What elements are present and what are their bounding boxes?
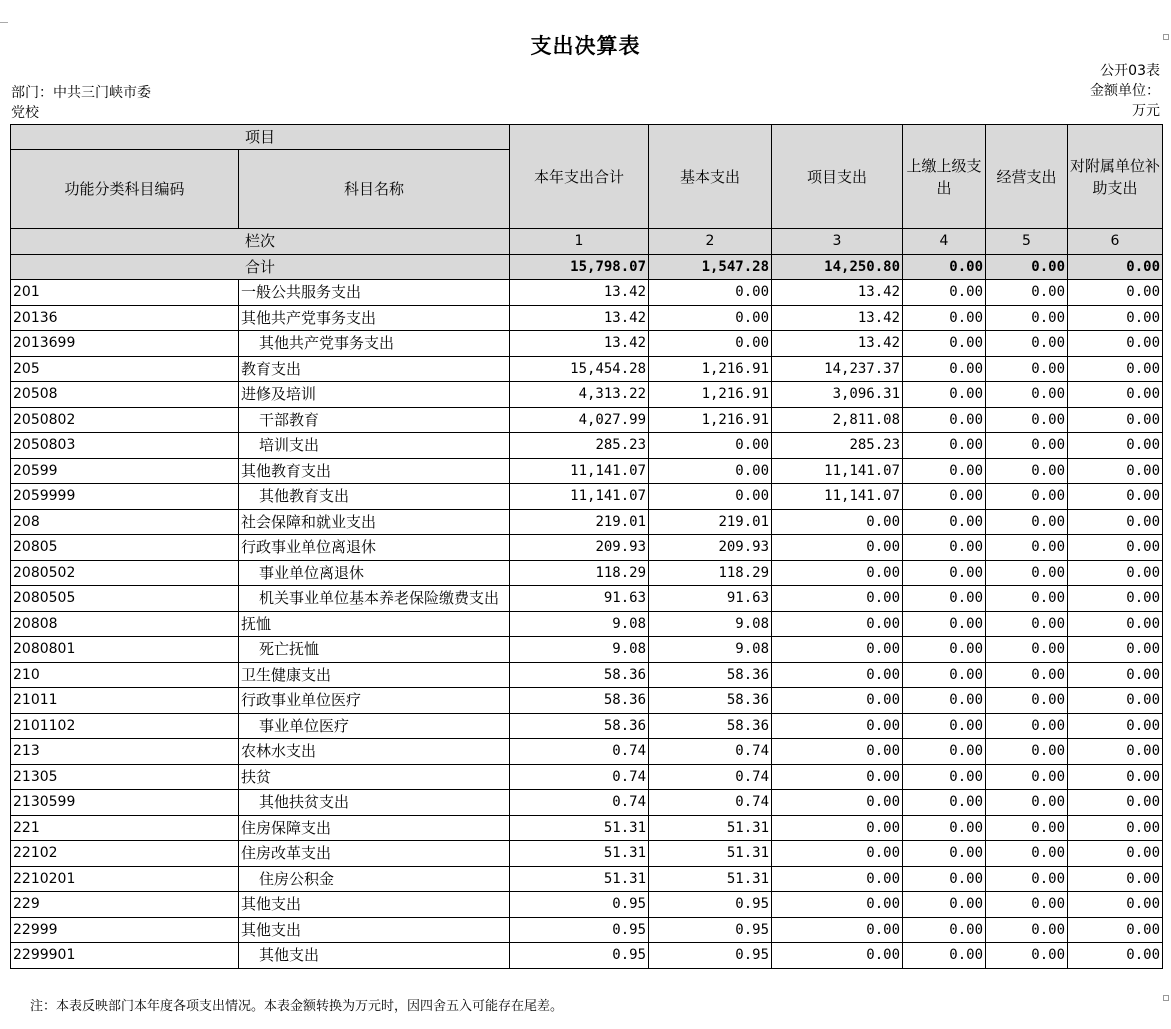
amount-cell: 0.00 bbox=[903, 305, 986, 331]
amount-cell: 0.00 bbox=[986, 662, 1068, 688]
amount-cell: 14,237.37 bbox=[772, 356, 903, 382]
amount-cell: 0.95 bbox=[649, 892, 772, 918]
amount-cell: 0.00 bbox=[903, 662, 986, 688]
subject-name: 其他共产党事务支出 bbox=[239, 305, 510, 331]
amount-cell: 0.00 bbox=[649, 484, 772, 510]
table-row bbox=[11, 611, 1163, 637]
subject-name: 农林水支出 bbox=[239, 739, 510, 765]
amount-cell: 0.00 bbox=[772, 815, 903, 841]
amount-cell: 0.00 bbox=[903, 943, 986, 969]
amount-cell: 0.00 bbox=[986, 790, 1068, 816]
amount-cell: 58.36 bbox=[510, 662, 649, 688]
subject-code: 213 bbox=[11, 739, 239, 765]
subject-name: 培训支出 bbox=[239, 433, 510, 459]
amount-cell: 0.00 bbox=[772, 662, 903, 688]
amount-cell: 1,216.91 bbox=[649, 382, 772, 408]
amount-cell: 0.00 bbox=[772, 739, 903, 765]
amount-cell: 0.00 bbox=[986, 764, 1068, 790]
amount-cell: 0.00 bbox=[903, 739, 986, 765]
amount-cell: 51.31 bbox=[510, 841, 649, 867]
table-row bbox=[11, 790, 1163, 816]
subject-code: 2080505 bbox=[11, 586, 239, 612]
amount-cell: 58.36 bbox=[649, 662, 772, 688]
subject-name: 死亡抚恤 bbox=[239, 637, 510, 663]
amount-cell: 0.95 bbox=[510, 917, 649, 943]
amount-cell: 0.00 bbox=[986, 433, 1068, 459]
header-col3: 项目支出 bbox=[772, 125, 903, 229]
amount-cell: 0.00 bbox=[1068, 331, 1163, 357]
header-code: 功能分类科目编码 bbox=[11, 150, 239, 229]
amount-cell: 0.00 bbox=[1068, 484, 1163, 510]
table-row bbox=[11, 841, 1163, 867]
amount-cell: 2,811.08 bbox=[772, 407, 903, 433]
table-row bbox=[11, 535, 1163, 561]
amount-cell: 51.31 bbox=[649, 841, 772, 867]
amount-cell: 15,454.28 bbox=[510, 356, 649, 382]
amount-cell: 0.00 bbox=[1068, 943, 1163, 969]
amount-cell: 0.00 bbox=[772, 688, 903, 714]
amount-cell: 0.00 bbox=[1068, 841, 1163, 867]
amount-cell: 0.00 bbox=[1068, 866, 1163, 892]
amount-cell: 0.00 bbox=[903, 331, 986, 357]
amount-cell: 13.42 bbox=[772, 305, 903, 331]
amount-cell: 0.00 bbox=[986, 484, 1068, 510]
col-number-4: 4 bbox=[903, 229, 986, 255]
subject-code: 221 bbox=[11, 815, 239, 841]
amount-cell: 9.08 bbox=[510, 611, 649, 637]
row-label: 栏次 bbox=[11, 229, 510, 255]
amount-cell: 0.00 bbox=[772, 586, 903, 612]
col-number-3: 3 bbox=[772, 229, 903, 255]
col-number-1: 1 bbox=[510, 229, 649, 255]
amount-cell: 4,313.22 bbox=[510, 382, 649, 408]
table-row bbox=[11, 509, 1163, 535]
form-number: 公开03表 bbox=[1100, 63, 1160, 79]
amount-cell: 0.00 bbox=[903, 484, 986, 510]
subject-name: 住房保障支出 bbox=[239, 815, 510, 841]
amount-cell: 0.74 bbox=[510, 764, 649, 790]
amount-cell: 0.00 bbox=[1068, 892, 1163, 918]
department-line2: 党校 bbox=[11, 105, 39, 121]
subject-code: 20805 bbox=[11, 535, 239, 561]
amount-cell: 0.00 bbox=[1068, 535, 1163, 561]
subject-name: 事业单位离退休 bbox=[239, 560, 510, 586]
amount-cell: 0.00 bbox=[1068, 382, 1163, 408]
subject-code: 2050802 bbox=[11, 407, 239, 433]
amount-cell: 0.00 bbox=[903, 611, 986, 637]
amount-cell: 51.31 bbox=[649, 866, 772, 892]
amount-cell: 11,141.07 bbox=[510, 458, 649, 484]
header-col4: 上缴上级支出 bbox=[903, 125, 986, 229]
amount-cell: 11,141.07 bbox=[510, 484, 649, 510]
amount-cell: 0.00 bbox=[986, 305, 1068, 331]
amount-cell: 0.00 bbox=[903, 688, 986, 714]
unit-value: 万元 bbox=[1132, 103, 1160, 119]
col-number-5: 5 bbox=[986, 229, 1068, 255]
subject-code: 20136 bbox=[11, 305, 239, 331]
amount-cell: 0.00 bbox=[1068, 713, 1163, 739]
subject-name: 事业单位医疗 bbox=[239, 713, 510, 739]
amount-cell: 91.63 bbox=[649, 586, 772, 612]
amount-cell: 0.00 bbox=[903, 407, 986, 433]
amount-cell: 0.00 bbox=[903, 917, 986, 943]
table-row bbox=[11, 560, 1163, 586]
amount-cell: 0.00 bbox=[772, 637, 903, 663]
department-line1: 部门：中共三门峡市委 bbox=[11, 85, 151, 101]
amount-cell: 0.00 bbox=[1068, 739, 1163, 765]
header-col5: 经营支出 bbox=[986, 125, 1068, 229]
subject-code: 205 bbox=[11, 356, 239, 382]
amount-cell: 0.00 bbox=[1068, 509, 1163, 535]
subject-name: 其他共产党事务支出 bbox=[239, 331, 510, 357]
subject-code: 201 bbox=[11, 280, 239, 306]
total-value: 14,250.80 bbox=[772, 254, 903, 280]
amount-cell: 0.00 bbox=[903, 509, 986, 535]
amount-cell: 0.00 bbox=[986, 637, 1068, 663]
amount-cell: 0.00 bbox=[772, 943, 903, 969]
amount-cell: 0.00 bbox=[986, 688, 1068, 714]
amount-cell: 0.00 bbox=[1068, 407, 1163, 433]
subject-name: 行政事业单位医疗 bbox=[239, 688, 510, 714]
amount-cell: 0.95 bbox=[649, 917, 772, 943]
table-row bbox=[11, 892, 1163, 918]
amount-cell: 118.29 bbox=[649, 560, 772, 586]
amount-cell: 0.00 bbox=[1068, 356, 1163, 382]
subject-name: 住房公积金 bbox=[239, 866, 510, 892]
total-value: 1,547.28 bbox=[649, 254, 772, 280]
table-row bbox=[11, 637, 1163, 663]
amount-cell: 0.00 bbox=[772, 764, 903, 790]
amount-cell: 0.00 bbox=[986, 509, 1068, 535]
amount-cell: 219.01 bbox=[510, 509, 649, 535]
amount-cell: 0.00 bbox=[772, 713, 903, 739]
subject-code: 2080502 bbox=[11, 560, 239, 586]
amount-cell: 0.00 bbox=[772, 535, 903, 561]
subject-name: 其他教育支出 bbox=[239, 484, 510, 510]
table-row bbox=[11, 815, 1163, 841]
amount-cell: 91.63 bbox=[510, 586, 649, 612]
header-col6: 对附属单位补助支出 bbox=[1068, 125, 1163, 229]
amount-cell: 0.00 bbox=[772, 790, 903, 816]
total-row bbox=[11, 254, 1163, 280]
amount-cell: 209.93 bbox=[510, 535, 649, 561]
amount-cell: 0.00 bbox=[649, 458, 772, 484]
amount-cell: 0.95 bbox=[510, 943, 649, 969]
amount-cell: 0.00 bbox=[772, 892, 903, 918]
amount-cell: 209.93 bbox=[649, 535, 772, 561]
amount-cell: 0.00 bbox=[772, 509, 903, 535]
amount-cell: 219.01 bbox=[649, 509, 772, 535]
amount-cell: 51.31 bbox=[510, 815, 649, 841]
subject-code: 229 bbox=[11, 892, 239, 918]
amount-cell: 0.00 bbox=[772, 917, 903, 943]
amount-cell: 0.00 bbox=[903, 841, 986, 867]
amount-cell: 58.36 bbox=[649, 713, 772, 739]
subject-name: 干部教育 bbox=[239, 407, 510, 433]
amount-cell: 9.08 bbox=[510, 637, 649, 663]
amount-cell: 0.00 bbox=[986, 917, 1068, 943]
subject-name: 其他支出 bbox=[239, 917, 510, 943]
subject-name: 抚恤 bbox=[239, 611, 510, 637]
amount-cell: 0.00 bbox=[772, 611, 903, 637]
subject-name: 行政事业单位离退休 bbox=[239, 535, 510, 561]
table-row bbox=[11, 739, 1163, 765]
amount-cell: 0.00 bbox=[1068, 611, 1163, 637]
table-row bbox=[11, 713, 1163, 739]
amount-cell: 0.00 bbox=[903, 433, 986, 459]
amount-cell: 0.00 bbox=[649, 305, 772, 331]
amount-cell: 0.00 bbox=[903, 637, 986, 663]
amount-cell: 0.95 bbox=[649, 943, 772, 969]
subject-code: 2101102 bbox=[11, 713, 239, 739]
subject-code: 208 bbox=[11, 509, 239, 535]
amount-cell: 118.29 bbox=[510, 560, 649, 586]
amount-cell: 0.00 bbox=[1068, 560, 1163, 586]
amount-cell: 0.00 bbox=[986, 280, 1068, 306]
subject-code: 2130599 bbox=[11, 790, 239, 816]
amount-cell: 58.36 bbox=[510, 713, 649, 739]
table-row bbox=[11, 382, 1163, 408]
amount-cell: 0.00 bbox=[1068, 586, 1163, 612]
amount-cell: 0.00 bbox=[986, 943, 1068, 969]
amount-cell: 0.00 bbox=[1068, 790, 1163, 816]
subject-name: 住房改革支出 bbox=[239, 841, 510, 867]
amount-cell: 0.00 bbox=[903, 560, 986, 586]
subject-code: 2013699 bbox=[11, 331, 239, 357]
subject-code: 20508 bbox=[11, 382, 239, 408]
amount-cell: 0.00 bbox=[986, 866, 1068, 892]
amount-cell: 13.42 bbox=[510, 331, 649, 357]
amount-cell: 13.42 bbox=[772, 280, 903, 306]
table-row bbox=[11, 280, 1163, 306]
amount-cell: 0.00 bbox=[903, 458, 986, 484]
subject-name: 其他支出 bbox=[239, 943, 510, 969]
amount-cell: 0.00 bbox=[903, 892, 986, 918]
amount-cell: 0.00 bbox=[903, 586, 986, 612]
amount-cell: 0.00 bbox=[986, 892, 1068, 918]
amount-cell: 0.74 bbox=[510, 739, 649, 765]
subject-code: 2210201 bbox=[11, 866, 239, 892]
amount-cell: 0.74 bbox=[649, 739, 772, 765]
amount-cell: 58.36 bbox=[649, 688, 772, 714]
total-value: 0.00 bbox=[1068, 254, 1163, 280]
expenditure-table bbox=[10, 124, 1163, 969]
amount-cell: 0.00 bbox=[1068, 280, 1163, 306]
amount-cell: 0.74 bbox=[510, 790, 649, 816]
amount-cell: 0.00 bbox=[1068, 458, 1163, 484]
amount-cell: 0.00 bbox=[986, 815, 1068, 841]
subject-code: 2080801 bbox=[11, 637, 239, 663]
amount-cell: 285.23 bbox=[772, 433, 903, 459]
amount-cell: 0.00 bbox=[986, 382, 1068, 408]
amount-cell: 0.00 bbox=[772, 841, 903, 867]
table-row bbox=[11, 407, 1163, 433]
subject-code: 2299901 bbox=[11, 943, 239, 969]
amount-cell: 0.00 bbox=[903, 815, 986, 841]
amount-cell: 285.23 bbox=[510, 433, 649, 459]
subject-name: 机关事业单位基本养老保险缴费支出 bbox=[239, 586, 510, 612]
amount-cell: 13.42 bbox=[510, 305, 649, 331]
amount-cell: 0.00 bbox=[649, 433, 772, 459]
amount-cell: 0.00 bbox=[986, 560, 1068, 586]
subject-code: 210 bbox=[11, 662, 239, 688]
amount-cell: 0.00 bbox=[986, 586, 1068, 612]
subject-name: 教育支出 bbox=[239, 356, 510, 382]
amount-cell: 0.00 bbox=[1068, 637, 1163, 663]
amount-cell: 51.31 bbox=[510, 866, 649, 892]
amount-cell: 0.00 bbox=[649, 331, 772, 357]
department-info bbox=[11, 83, 191, 123]
table-row bbox=[11, 331, 1163, 357]
subject-code: 22999 bbox=[11, 917, 239, 943]
table-row bbox=[11, 866, 1163, 892]
subject-name: 其他支出 bbox=[239, 892, 510, 918]
subject-name: 其他扶贫支出 bbox=[239, 790, 510, 816]
header-col1: 本年支出合计 bbox=[510, 125, 649, 229]
amount-cell: 0.00 bbox=[903, 713, 986, 739]
amount-cell: 0.00 bbox=[1068, 688, 1163, 714]
subject-code: 20808 bbox=[11, 611, 239, 637]
header-col2: 基本支出 bbox=[649, 125, 772, 229]
amount-cell: 0.00 bbox=[903, 382, 986, 408]
amount-cell: 0.00 bbox=[986, 331, 1068, 357]
amount-cell: 9.08 bbox=[649, 611, 772, 637]
subject-code: 21305 bbox=[11, 764, 239, 790]
amount-cell: 0.00 bbox=[903, 764, 986, 790]
amount-cell: 11,141.07 bbox=[772, 458, 903, 484]
amount-cell: 0.74 bbox=[649, 790, 772, 816]
subject-name: 卫生健康支出 bbox=[239, 662, 510, 688]
amount-cell: 0.00 bbox=[1068, 433, 1163, 459]
corner-mark-top-left bbox=[0, 22, 8, 28]
amount-cell: 0.00 bbox=[903, 790, 986, 816]
amount-cell: 58.36 bbox=[510, 688, 649, 714]
amount-cell: 0.95 bbox=[510, 892, 649, 918]
col-number-6: 6 bbox=[1068, 229, 1163, 255]
subject-name: 社会保障和就业支出 bbox=[239, 509, 510, 535]
amount-cell: 4,027.99 bbox=[510, 407, 649, 433]
amount-cell: 0.00 bbox=[649, 280, 772, 306]
table-row bbox=[11, 943, 1163, 969]
amount-cell: 1,216.91 bbox=[649, 356, 772, 382]
amount-cell: 0.00 bbox=[986, 611, 1068, 637]
table-row bbox=[11, 305, 1163, 331]
total-value: 15,798.07 bbox=[510, 254, 649, 280]
table-row bbox=[11, 586, 1163, 612]
subject-name: 进修及培训 bbox=[239, 382, 510, 408]
amount-cell: 9.08 bbox=[649, 637, 772, 663]
subject-name: 其他教育支出 bbox=[239, 458, 510, 484]
total-value: 0.00 bbox=[986, 254, 1068, 280]
report-title: 支出决算表 bbox=[530, 34, 641, 58]
amount-cell: 0.00 bbox=[986, 739, 1068, 765]
amount-cell: 0.00 bbox=[772, 560, 903, 586]
subject-code: 22102 bbox=[11, 841, 239, 867]
amount-cell: 3,096.31 bbox=[772, 382, 903, 408]
amount-cell: 0.00 bbox=[986, 458, 1068, 484]
subject-name: 一般公共服务支出 bbox=[239, 280, 510, 306]
subject-code: 2050803 bbox=[11, 433, 239, 459]
amount-cell: 0.00 bbox=[903, 280, 986, 306]
table-row bbox=[11, 356, 1163, 382]
footnote: 注：本表反映部门本年度各项支出情况。本表金额转换为万元时，因四舍五入可能存在尾差。 bbox=[30, 999, 564, 1014]
header-row-1 bbox=[11, 125, 1163, 150]
table-row bbox=[11, 484, 1163, 510]
subject-name: 扶贫 bbox=[239, 764, 510, 790]
table-row bbox=[11, 764, 1163, 790]
table-row bbox=[11, 458, 1163, 484]
amount-cell: 0.00 bbox=[986, 713, 1068, 739]
amount-cell: 0.00 bbox=[986, 535, 1068, 561]
subject-code: 21011 bbox=[11, 688, 239, 714]
amount-cell: 51.31 bbox=[649, 815, 772, 841]
form-meta bbox=[1000, 61, 1160, 121]
amount-cell: 0.00 bbox=[986, 356, 1068, 382]
table-row bbox=[11, 662, 1163, 688]
table-row bbox=[11, 433, 1163, 459]
amount-cell: 0.00 bbox=[986, 407, 1068, 433]
amount-cell: 0.00 bbox=[772, 866, 903, 892]
header-name: 科目名称 bbox=[239, 150, 510, 229]
corner-mark-bottom-right bbox=[1163, 995, 1169, 1001]
col-number-2: 2 bbox=[649, 229, 772, 255]
amount-cell: 13.42 bbox=[772, 331, 903, 357]
amount-cell: 0.00 bbox=[903, 535, 986, 561]
header-item: 项目 bbox=[11, 125, 510, 150]
column-number-row bbox=[11, 229, 1163, 255]
amount-cell: 13.42 bbox=[510, 280, 649, 306]
amount-cell: 0.74 bbox=[649, 764, 772, 790]
amount-cell: 0.00 bbox=[1068, 305, 1163, 331]
subject-code: 2059999 bbox=[11, 484, 239, 510]
amount-cell: 0.00 bbox=[903, 356, 986, 382]
subject-code: 20599 bbox=[11, 458, 239, 484]
table-row bbox=[11, 917, 1163, 943]
table-row bbox=[11, 688, 1163, 714]
amount-cell: 0.00 bbox=[1068, 662, 1163, 688]
amount-cell: 0.00 bbox=[903, 866, 986, 892]
amount-cell: 11,141.07 bbox=[772, 484, 903, 510]
amount-cell: 0.00 bbox=[986, 841, 1068, 867]
unit-label: 金额单位： bbox=[1090, 83, 1160, 99]
amount-cell: 0.00 bbox=[1068, 815, 1163, 841]
amount-cell: 0.00 bbox=[1068, 764, 1163, 790]
amount-cell: 0.00 bbox=[1068, 917, 1163, 943]
total-label: 合计 bbox=[11, 254, 510, 280]
total-value: 0.00 bbox=[903, 254, 986, 280]
amount-cell: 1,216.91 bbox=[649, 407, 772, 433]
